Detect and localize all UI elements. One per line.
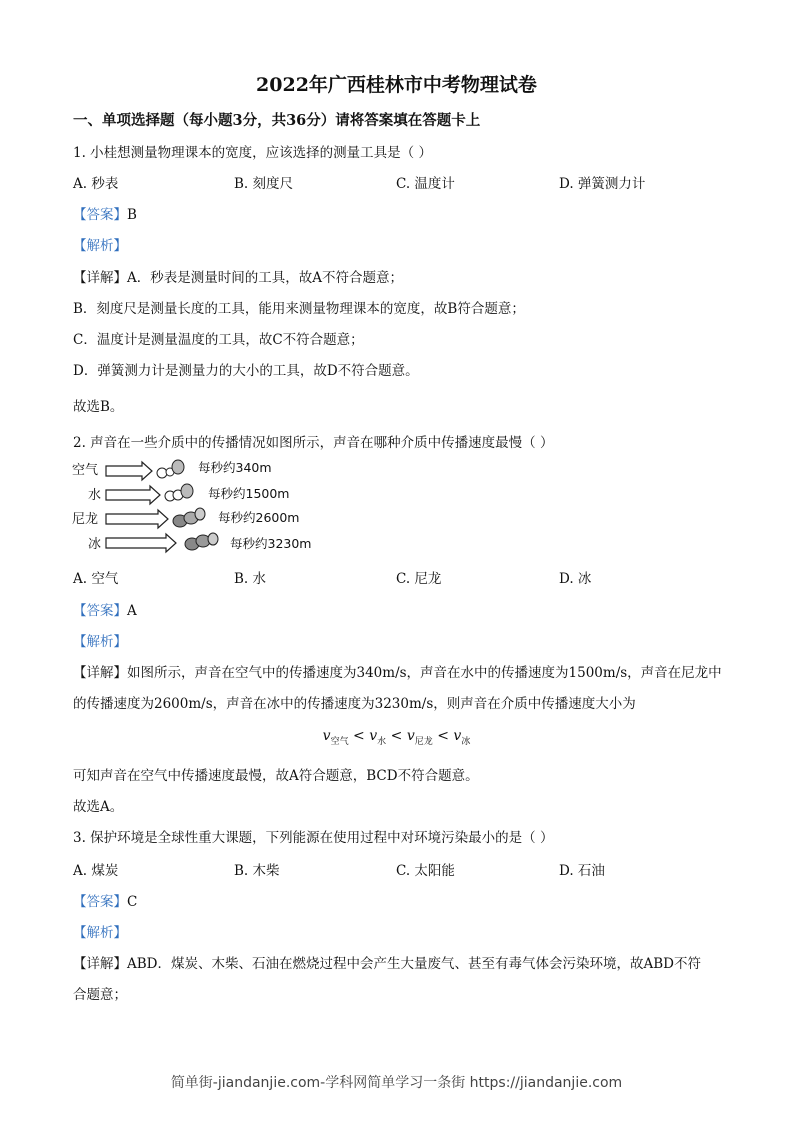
- q3-stem: 3. 保护环境是全球性重大课题，下列能源在使用过程中对环境污染最小的是（ ）: [73, 830, 554, 846]
- arrow-icon: [106, 534, 176, 552]
- arrow-icon: [106, 510, 168, 528]
- q2-stem: 2. 声音在一些介质中的传播情况如图所示，声音在哪种介质中传播速度最慢（ ）: [73, 435, 554, 451]
- formula-sub-nylon: 尼龙: [414, 736, 433, 747]
- formula-symbol: v: [406, 728, 415, 744]
- formula-operator: <: [386, 728, 407, 744]
- sound-particles-icon: [165, 484, 193, 501]
- medium-label-ice: 冰: [88, 537, 102, 552]
- q1-options: [73, 172, 723, 192]
- q1-analysis-tag: 【解析】: [73, 238, 127, 254]
- q2-option-b: B. 水: [234, 571, 267, 587]
- q2-detail-text-1: 如图所示，声音在空气中的传播速度为340m/s，声音在水中的传播速度为1500m/s，声音在尼龙中: [127, 665, 722, 681]
- q3-detail-text-1: ABD．煤炭、木柴、石油在燃烧过程中会产生大量废气、甚至有毒气体会污染环境，故ABD不符: [127, 956, 701, 972]
- page-title: 2022年广西桂林市中考物理试卷: [256, 74, 537, 96]
- q2-answer-value: A: [127, 603, 137, 619]
- q1-detail-line-2: B．刻度尺是测量长度的工具，能用来测量物理课本的宽度，故B符合题意；: [73, 301, 525, 317]
- q3-analysis-tag: 【解析】: [73, 925, 127, 941]
- q1-detail-line-1: [73, 266, 403, 286]
- detail-tag: 【详解】: [73, 956, 127, 972]
- detail-tag: 【详解】: [73, 270, 127, 286]
- answer-tag: 【答案】: [73, 207, 127, 223]
- q2-option-a: A. 空气: [73, 571, 119, 587]
- q1-option-b: B. 刻度尺: [234, 176, 294, 192]
- q1-answer: [73, 203, 137, 223]
- q2-option-c: C. 尼龙: [396, 571, 442, 587]
- sound-particles-icon: [157, 460, 184, 478]
- formula-symbol: v: [369, 728, 378, 744]
- q1-detail-text-1: A．秒表是测量时间的工具，故A不符合题意；: [127, 270, 403, 286]
- speed-label-air: 每秒约340m: [198, 460, 272, 475]
- medium-label-air: 空气: [72, 463, 99, 478]
- q3-answer: [73, 890, 137, 910]
- speed-label-water: 每秒约1500m: [208, 486, 290, 501]
- answer-tag: 【答案】: [73, 894, 127, 910]
- medium-label-water: 水: [88, 488, 102, 503]
- formula-sub-water: 水: [377, 736, 387, 747]
- q1-option-d: D. 弹簧测力计: [559, 176, 646, 192]
- q1-answer-value: B: [127, 207, 137, 223]
- formula-sub-ice: 冰: [461, 736, 471, 747]
- q2-analysis-tag: 【解析】: [73, 634, 127, 650]
- sound-propagation-figure: [70, 457, 330, 557]
- q3-options: [73, 859, 723, 879]
- q2-detail-line-1: [73, 661, 722, 681]
- arrow-icon: [106, 462, 152, 480]
- q1-stem: 1. 小桂想测量物理课本的宽度，应该选择的测量工具是（ ）: [73, 145, 432, 161]
- page-footer: 简单街-jiandanjie.com-学科网简单学习一条街 https://jiandanjie.com: [170, 1075, 623, 1091]
- q3-detail-line-2: 合题意；: [73, 987, 127, 1003]
- q1-detail-line-3: C．温度计是测量温度的工具，故C不符合题意；: [73, 332, 364, 348]
- q1-conclusion: 故选B。: [73, 399, 124, 415]
- q3-option-c: C. 太阳能: [396, 863, 455, 879]
- formula-operator: <: [348, 728, 370, 744]
- detail-tag: 【详解】: [73, 665, 127, 681]
- q1-option-c: C. 温度计: [396, 176, 455, 192]
- q2-detail-line-3: 可知声音在空气中传播速度最慢，故A符合题意，BCD不符合题意。: [73, 768, 479, 784]
- arrow-icon: [106, 486, 160, 504]
- q1-option-a: A. 秒表: [73, 176, 119, 192]
- q2-conclusion: 故选A。: [73, 799, 124, 815]
- formula-operator: <: [432, 728, 454, 744]
- speed-label-nylon: 每秒约2600m: [218, 510, 300, 525]
- formula-symbol: v: [322, 728, 331, 744]
- section-heading: 一、单项选择题（每小题3分，共36分）请将答案填在答题卡上: [73, 112, 481, 129]
- q2-option-d: D. 冰: [559, 571, 592, 587]
- q2-options: [73, 567, 723, 587]
- medium-label-nylon: 尼龙: [72, 512, 99, 527]
- q3-option-a: A. 煤炭: [73, 863, 119, 879]
- q3-option-b: B. 木柴: [234, 863, 280, 879]
- q2-answer: [73, 599, 137, 619]
- formula-symbol: v: [453, 728, 462, 744]
- q3-option-d: D. 石油: [559, 863, 605, 879]
- q3-detail-line-1: [73, 952, 701, 972]
- sound-particles-icon: [173, 508, 205, 527]
- speed-label-ice: 每秒约3230m: [230, 536, 312, 551]
- q1-detail-line-4: D．弹簧测力计是测量力的大小的工具，故D不符合题意。: [73, 363, 419, 379]
- q3-answer-value: C: [127, 894, 138, 910]
- q2-detail-line-2: 的传播速度为2600m/s，声音在冰中的传播速度为3230m/s，则声音在介质中传播速度大小为: [73, 696, 636, 712]
- answer-tag: 【答案】: [73, 603, 127, 619]
- sound-particles-icon: [185, 533, 218, 550]
- formula-sub-air: 空气: [330, 736, 349, 747]
- speed-inequality-formula: [0, 728, 793, 747]
